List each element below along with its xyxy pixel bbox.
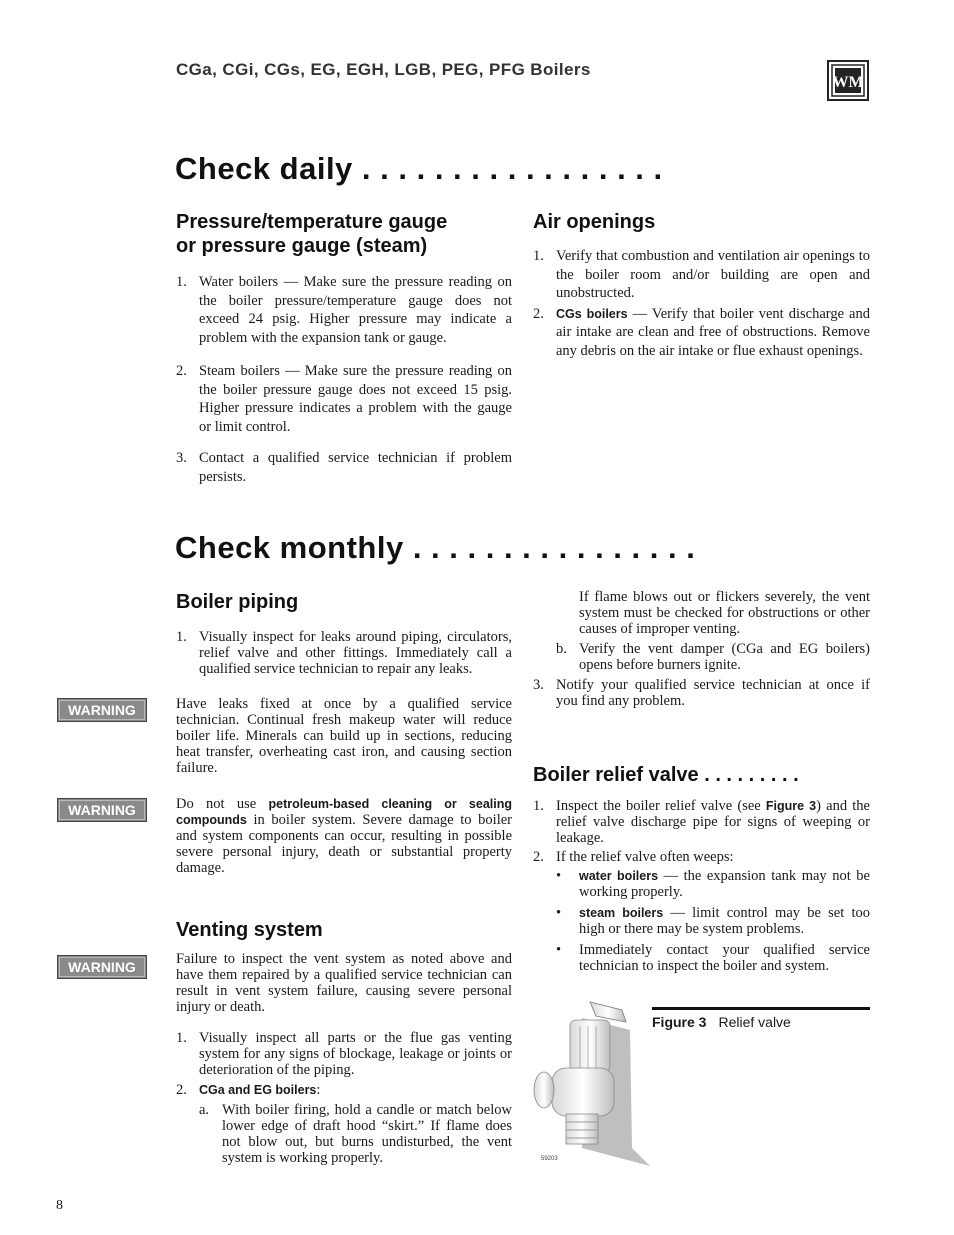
list-item: 2. If the relief valve often weeps:: [533, 849, 734, 865]
boiler-relief-valve-heading: Boiler relief valve . . . . . . . . .: [533, 764, 799, 786]
check-monthly-heading: Check monthly . . . . . . . . . . . . . . . .: [175, 530, 696, 565]
list-item: 1. Inspect the boiler relief valve (see Figure 3) and the relief valve discharge pipe for signs of weeping or leakage.: [533, 798, 870, 846]
venting-system-heading: Venting system: [176, 919, 323, 941]
list-item: 3. Notify your qualified service technician at once if you find any problem.: [533, 677, 870, 709]
relief-valve-illustration: [530, 998, 655, 1168]
figure-rule: [652, 1007, 870, 1010]
relief-valve-icon: [530, 998, 655, 1168]
gauge-heading: Pressure/temperature gauge or pressure gauge (steam): [176, 211, 448, 257]
venting-list: [176, 1030, 512, 1166]
warning-leaks-text: Have leaks fixed at once by a qualified service technician. Continual fresh makeup water will reduce boiler life. Minerals can build up in sections, reducing heat transfer, overheating cast iron, and causing section failure.: [176, 696, 512, 776]
brand-logo: [827, 60, 869, 101]
list-item: 3. Contact a qualified service technician if problem persists.: [176, 450, 512, 485]
bullet-item: • steam boilers — limit control may be set too high or there may be system problems.: [556, 905, 870, 937]
warning-badge: WARNING: [57, 955, 147, 979]
svg-text:WM: WM: [832, 74, 864, 91]
check-daily-heading: Check daily . . . . . . . . . . . . . . . . .: [175, 151, 663, 186]
sub-list-item: a. With boiler firing, hold a candle or match below lower edge of draft hood “skirt.” If flame does not blow out, but burns undisturbed, the vent system is working properly.: [199, 1102, 512, 1166]
list-item: 1. Water boilers — Make sure the pressure reading on the boiler pressure/temperature gauge does not exceed 24 psig. Higher pressure may indicate a problem with the expansion tank or gauge.: [176, 274, 512, 346]
figure-caption: Figure 3 Relief valve: [652, 1014, 791, 1030]
document-header-title: CGa, CGi, CGs, EG, EGH, LGB, PEG, PFG Boilers: [176, 60, 591, 79]
air-openings-list: [533, 247, 870, 360]
list-item: 2. CGs boilers — Verify that boiler vent discharge and air intake are clean and free of obstructions. Remove any debris on the air intake or flue exhaust openings.: [533, 305, 870, 359]
warning-compounds-text: Do not use petroleum-based cleaning or sealing compounds in boiler system. Severe damage to boiler and system components can occur, resulting in possible severe personal injury, death or substantial property damage.: [176, 796, 512, 876]
boiler-piping-list: [176, 629, 512, 677]
sub-list-item: b. Verify the vent damper (CGa and EG boilers) opens before burners ignite.: [556, 641, 870, 673]
list-item: 2. CGa and EG boilers:: [176, 1082, 321, 1098]
gauge-list: [176, 273, 512, 486]
bullet-item: • Immediately contact your qualified service technician to inspect the boiler and system.: [556, 942, 870, 974]
air-openings-heading: Air openings: [533, 211, 656, 233]
warning-vent-text: Failure to inspect the vent system as noted above and have them repaired by a qualified service technician can result in vent system failure, causing severe personal injury or death.: [176, 951, 512, 1015]
warning-badge: WARNING: [57, 698, 147, 722]
list-item: 1. Visually inspect for leaks around piping, circulators, relief valve and other fittings. Immediately call a qualified service technician to repair any leaks.: [176, 629, 512, 677]
sub-list-item-continued: If flame blows out or flickers severely, the vent system must be checked for obstructions or other causes of improper venting.: [579, 589, 870, 637]
venting-list-continued: [533, 589, 870, 709]
boiler-piping-heading: Boiler piping: [176, 591, 299, 613]
bullet-item: • water boilers — the expansion tank may not be working properly.: [556, 868, 870, 900]
figure-code: 59203: [541, 1156, 558, 1162]
wm-logo-icon: [829, 62, 867, 99]
warning-badge: WARNING: [57, 798, 147, 822]
list-item: 1. Visually inspect all parts or the flue gas venting system for any signs of blockage, leakage or joints or deterioration of the piping.: [176, 1030, 512, 1078]
page-number: 8: [56, 1198, 63, 1213]
relief-valve-list: [533, 798, 870, 974]
list-item: 2. Steam boilers — Make sure the pressure reading on the boiler pressure gauge does not exceed 15 psig. Higher pressure indicates a problem with the gauge or limit control.: [176, 363, 512, 435]
list-item: 1. Verify that combustion and ventilation air openings to the boiler room and/or building are open and unobstructed.: [533, 248, 870, 301]
